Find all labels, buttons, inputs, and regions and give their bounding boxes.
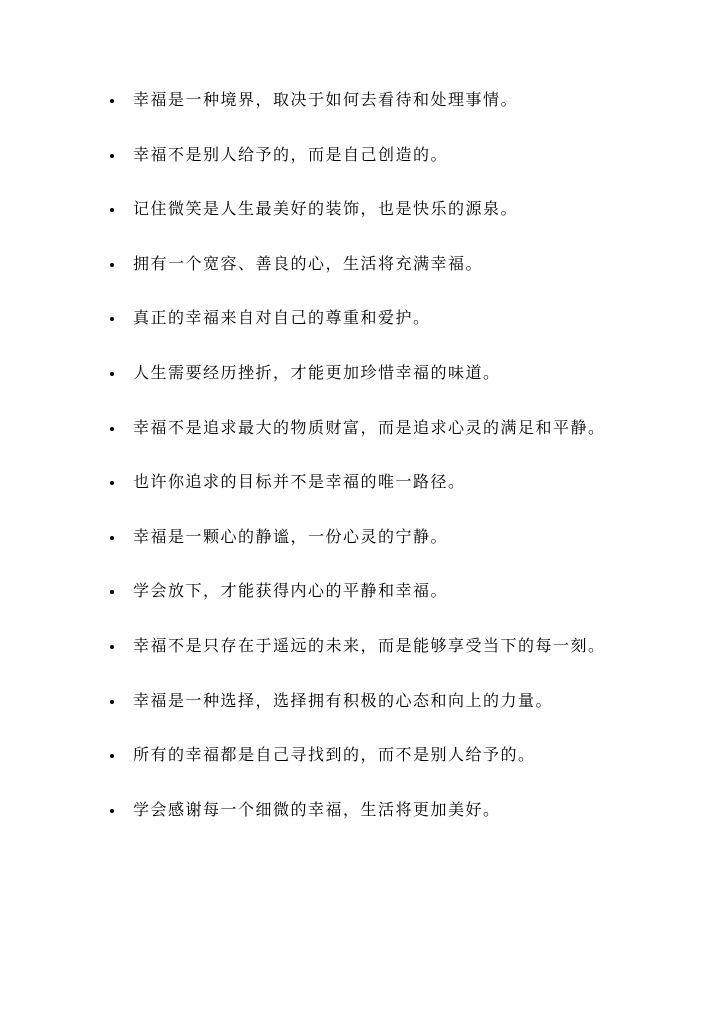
list-item-text: 幸福是一种选择，选择拥有积极的心态和向上的力量。 (133, 690, 554, 710)
list-item (110, 191, 630, 227)
list-item (110, 355, 630, 391)
bullet-icon (110, 809, 114, 813)
bullet-icon (110, 372, 114, 376)
list-item (110, 246, 630, 282)
list-item-text: 幸福是一颗心的静谧，一份心灵的宁静。 (133, 526, 449, 546)
list-item-text: 学会感谢每一个细微的幸福，生活将更加美好。 (133, 799, 501, 819)
bullet-icon (110, 590, 114, 594)
bullet-icon (110, 427, 114, 431)
list-item-text: 幸福不是追求最大的物质财富，而是追求心灵的满足和平静。 (133, 417, 606, 437)
list-item (110, 737, 630, 773)
list-item-text: 拥有一个宽容、善良的心，生活将充满幸福。 (133, 253, 484, 273)
bullet-icon (110, 754, 114, 758)
bullet-icon (110, 700, 114, 704)
list-item (110, 683, 630, 719)
list-item-text: 幸福不是别人给予的，而是自己创造的。 (133, 144, 449, 164)
list-item-text: 真正的幸福来自对自己的尊重和爱护。 (133, 308, 431, 328)
list-item (110, 792, 630, 828)
list-item (110, 573, 630, 609)
list-item-text: 学会放下，才能获得内心的平静和幸福。 (133, 581, 449, 601)
list-item-text: 幸福不是只存在于遥远的未来，而是能够享受当下的每一刻。 (133, 635, 606, 655)
list-item (110, 410, 630, 446)
list-item (110, 300, 630, 336)
bullet-icon (110, 263, 114, 267)
bullet-icon (110, 645, 114, 649)
list-item (110, 137, 630, 173)
list-item (110, 519, 630, 555)
bullet-icon (110, 99, 114, 103)
quote-list (110, 82, 630, 846)
list-item-text: 幸福是一种境界，取决于如何去看待和处理事情。 (133, 90, 519, 109)
bullet-icon (110, 208, 114, 212)
bullet-icon (110, 536, 114, 540)
list-item (110, 628, 630, 664)
list-item-text: 人生需要经历挫折，才能更加珍惜幸福的味道。 (133, 362, 501, 382)
bullet-icon (110, 154, 114, 158)
list-item-text: 所有的幸福都是自己寻找到的，而不是别人给予的。 (133, 745, 536, 765)
list-item-text: 也许你追求的目标并不是幸福的唯一路径。 (133, 472, 466, 492)
bullet-icon (110, 317, 114, 321)
list-item (110, 82, 630, 118)
list-item-text: 记住微笑是人生最美好的装饰，也是快乐的源泉。 (133, 199, 519, 219)
list-item (110, 464, 630, 500)
bullet-icon (110, 481, 114, 485)
